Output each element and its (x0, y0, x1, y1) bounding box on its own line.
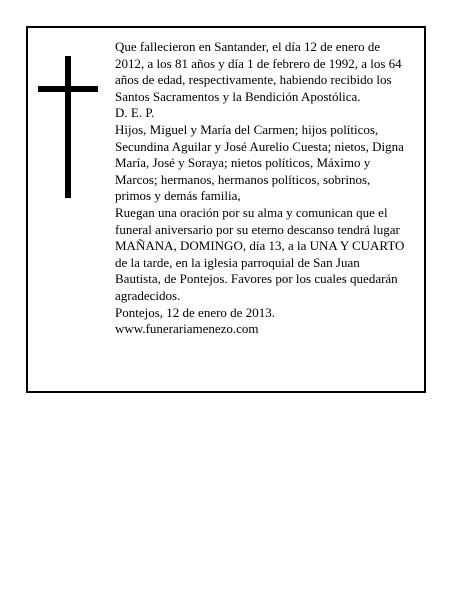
text-line: funeral aniversario por su eterno descanso tendrá lugar (115, 221, 400, 237)
text-line: Ruegan una oración por su alma y comunican que el (115, 204, 388, 220)
text-line: María, José y Soraya; nietos políticos, Máximo y (115, 155, 371, 171)
text-line: Que fallecieron en Santander, el día 12 de enero de (115, 39, 381, 54)
text-line: MAÑANA, DOMINGO, día 13, a la UNA Y CUARTO (115, 238, 405, 254)
cross-horizontal-bar (38, 86, 98, 92)
notice-text (115, 39, 415, 338)
text-line: Secundina Aguilar y José Aurelio Cuesta; nietos, Digna (115, 138, 404, 154)
text-line: Marcos; hermanos, hermanos políticos, sobrinos, (115, 171, 371, 187)
text-line: agradecidos. (115, 287, 181, 303)
rest-in-peace-line: D. E. P. (115, 105, 155, 121)
place-date-line: Pontejos, 12 de enero de 2013. (115, 304, 275, 320)
text-line: años de edad, respectivamente, habiendo recibido los (115, 72, 392, 88)
latin-cross-icon (38, 56, 98, 198)
text-line: Santos Sacramentos y la Bendición Apostólica. (115, 88, 361, 104)
text-line: 2012, a los 81 años y día 1 de febrero de 1992, a los 64 (115, 55, 402, 71)
text-line: primos y demás familia, (115, 188, 241, 204)
website-line: www.funerariamenezo.com (115, 321, 259, 337)
text-line: Hijos, Miguel y María del Carmen; hijos políticos, (115, 121, 379, 137)
text-line: de la tarde, en la iglesia parroquial de San Juan (115, 254, 360, 270)
cross-vertical-bar (65, 56, 71, 198)
text-line: Bautista, de Pontejos. Favores por los cuales quedarán (115, 271, 398, 287)
obituary-notice (26, 26, 426, 393)
